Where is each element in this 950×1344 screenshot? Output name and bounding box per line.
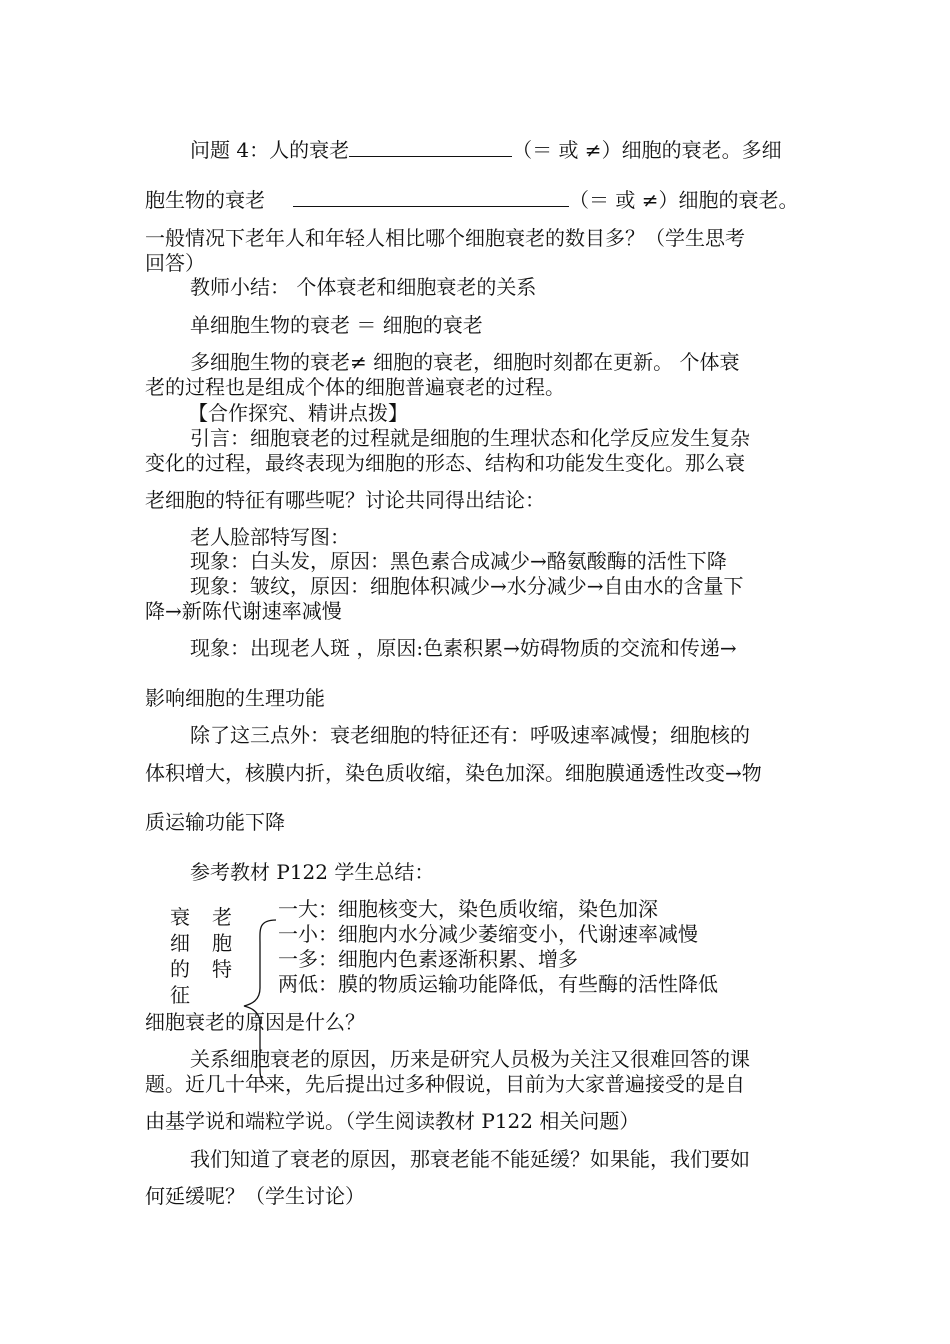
intro-line-2: 变化的过程，最终表现为细胞的形态、结构和功能发生变化。那么衰 — [145, 451, 745, 475]
face-closeup-label: 老人脸部特写图： — [190, 525, 350, 549]
diagram-label-char: 老 — [212, 905, 232, 929]
observation-1: 现象：白头发，原因：黑色素合成减少→酪氨酸酶的活性下降 — [190, 549, 727, 573]
feature-item: 一多：细胞内色素逐渐积累、增多 — [278, 947, 578, 971]
question-4-line2-prefix: 胞生物的衰老 — [145, 188, 265, 212]
intro-line-3: 老细胞的特征有哪些呢？讨论共同得出结论： — [145, 488, 545, 512]
diagram-label-char: 的 — [170, 957, 190, 981]
observation-2b: 降→新陈代谢速率减慢 — [145, 599, 342, 623]
diagram-label-char: 细 — [170, 931, 190, 955]
causes-line-2: 题。近几十年来，先后提出过多种假说，目前为大家普遍接受的是自 — [145, 1072, 745, 1096]
teacher-summary-title: 教师小结： 个体衰老和细胞衰老的关系 — [190, 275, 537, 299]
question-4-line2-suffix: （＝ 或 ≠）细胞的衰老。 — [569, 188, 799, 212]
textbook-reference: 参考教材 P122 学生总结： — [190, 860, 435, 884]
causes-question: 细胞衰老的原因是什么？ — [145, 1010, 365, 1034]
delay-question-2: 何延缓呢？（学生讨论） — [145, 1184, 365, 1208]
other-features-2: 体积增大，核膜内折，染色质收缩，染色加深。细胞膜通透性改变→物 — [145, 761, 762, 785]
observation-3b: 影响细胞的生理功能 — [145, 686, 325, 710]
question-4-line3: 一般情况下老年人和年轻人相比哪个细胞衰老的数目多？（学生思考 — [145, 226, 745, 250]
other-features-1: 除了这三点外：衰老细胞的特征还有：呼吸速率减慢；细胞核的 — [190, 723, 750, 747]
intro-line-1: 引言：细胞衰老的过程就是细胞的生理状态和化学反应发生复杂 — [190, 426, 750, 450]
multi-cell-statement-2: 老的过程也是组成个体的细胞普遍衰老的过程。 — [145, 375, 565, 399]
multi-cell-statement-1: 多细胞生物的衰老≠ 细胞的衰老，细胞时刻都在更新。 个体衰 — [190, 350, 740, 374]
question-4-mid: （＝ 或 ≠）细胞的衰老。多细 — [512, 138, 782, 162]
other-features-3: 质运输功能下降 — [145, 810, 285, 834]
diagram-label-char: 胞 — [212, 931, 232, 955]
diagram-label-char: 衰 — [170, 905, 190, 929]
single-cell-statement: 单细胞生物的衰老 ＝ 细胞的衰老 — [190, 313, 483, 337]
question-4-prefix: 问题 4：人的衰老 — [190, 138, 350, 162]
causes-line-3: 由基学说和端粒学说。（学生阅读教材 P122 相关问题） — [145, 1109, 640, 1133]
feature-item: 两低：膜的物质运输功能降低，有些酶的活性降低 — [278, 972, 718, 996]
section-heading: 【合作探究、精讲点拨】 — [188, 401, 408, 425]
delay-question-1: 我们知道了衰老的原因，那衰老能不能延缓？如果能，我们要如 — [190, 1147, 750, 1171]
feature-item: 一大：细胞核变大，染色质收缩，染色加深 — [278, 897, 658, 921]
diagram-label-char: 特 — [212, 957, 232, 981]
observation-2a: 现象：皱纹，原因：细胞体积减少→水分减少→自由水的含量下 — [190, 574, 744, 598]
feature-item: 一小：细胞内水分减少萎缩变小，代谢速率减慢 — [278, 922, 698, 946]
causes-line-1: 关系细胞衰老的原因，历来是研究人员极为关注又很难回答的课 — [190, 1047, 750, 1071]
question-4-line4: 回答） — [145, 251, 205, 275]
observation-3a: 现象：出现老人斑 ，原因:色素积累→妨碍物质的交流和传递→ — [190, 636, 737, 660]
diagram-label-char: 征 — [170, 983, 190, 1007]
